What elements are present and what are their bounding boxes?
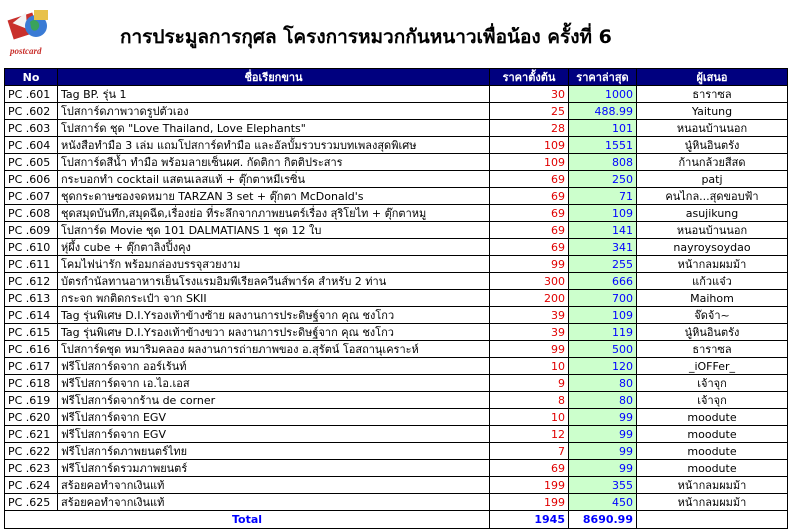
start-price: 28	[490, 120, 569, 137]
latest-price: 109	[569, 205, 637, 222]
bidder-name: moodute	[637, 443, 788, 460]
bidder-name: patj	[637, 171, 788, 188]
latest-price: 80	[569, 375, 637, 392]
logo-wordmark: postcard	[10, 46, 42, 56]
bidder-name: asujikung	[637, 205, 788, 222]
item-name: โปสการ์ดภาพวาดรูปตัวเอง	[58, 103, 490, 120]
latest-price: 450	[569, 494, 637, 511]
bidder-name: แก้วแจ๋ว	[637, 273, 788, 290]
item-name: โปสการ์ด ชุด "Love Thailand, Love Elephants"	[58, 120, 490, 137]
row-number: PC .621	[5, 426, 58, 443]
bidder-name: Yaitung	[637, 103, 788, 120]
table-row	[5, 341, 788, 358]
start-price: 8	[490, 392, 569, 409]
latest-price: 71	[569, 188, 637, 205]
start-price: 10	[490, 409, 569, 426]
item-name: โปสการ์ดชุด หมาริมคลอง ผลงานการถ่ายภาพของ อ.สุรัตน์ โอสถานุเคราะห์	[58, 341, 490, 358]
table-row	[5, 137, 788, 154]
item-name: หุ่ผึ้ง cube + ตุ๊กตาลิงปิ้งคุง	[58, 239, 490, 256]
latest-price: 99	[569, 443, 637, 460]
bidder-name: ธาราซล	[637, 341, 788, 358]
item-name: ชุดสมุดบันทึก,สมุดฉีด,เรื่องย่อ ที่ระลึกจากภาพยนตร์เรื่อง สุริโยไท + ตุ๊กตาหมู	[58, 205, 490, 222]
column-header-name: ชื่อเรียกขาน	[58, 69, 490, 86]
start-price: 10	[490, 358, 569, 375]
bidder-name: หน้ากลมผมม้า	[637, 256, 788, 273]
latest-price: 80	[569, 392, 637, 409]
item-name: ฟรีโปสการ์ดรวมภาพยนตร์	[58, 460, 490, 477]
table-row	[5, 273, 788, 290]
latest-price: 666	[569, 273, 637, 290]
row-number: PC .608	[5, 205, 58, 222]
row-number: PC .619	[5, 392, 58, 409]
bidder-name: ก้านกล้วยสีสด	[637, 154, 788, 171]
bidder-name: _iOFFer_	[637, 358, 788, 375]
bidder-name: ธาราซล	[637, 86, 788, 103]
table-row	[5, 205, 788, 222]
bidder-name: moodute	[637, 460, 788, 477]
start-price: 300	[490, 273, 569, 290]
table-row	[5, 477, 788, 494]
row-number: PC .618	[5, 375, 58, 392]
start-price: 99	[490, 341, 569, 358]
item-name: โปสการ์ด Movie ชุด 101 DALMATIANS 1 ชุด 12 ใบ	[58, 222, 490, 239]
start-price: 99	[490, 256, 569, 273]
latest-price: 109	[569, 307, 637, 324]
latest-price: 141	[569, 222, 637, 239]
latest-price: 500	[569, 341, 637, 358]
column-header-latest-price: ราคาล่าสุด	[569, 69, 637, 86]
item-name: หนังสือทำมือ 3 เล่ม แถมโปสการ์ดทำมือ และอัลบั้มรวบรวมบทเพลงสุดพิเศษ	[58, 137, 490, 154]
page-header	[0, 0, 791, 68]
start-price: 69	[490, 222, 569, 239]
row-number: PC .625	[5, 494, 58, 511]
latest-price: 250	[569, 171, 637, 188]
start-price: 69	[490, 188, 569, 205]
start-price: 69	[490, 171, 569, 188]
total-row	[5, 511, 788, 529]
latest-price: 1551	[569, 137, 637, 154]
row-number: PC .612	[5, 273, 58, 290]
start-price: 69	[490, 239, 569, 256]
item-name: สร้อยคอทำจากเงินแท้	[58, 477, 490, 494]
item-name: โคมไฟน่ารัก พร้อมกล่องบรรจุสวยงาม	[58, 256, 490, 273]
item-name: ฟรีโปสการ์ดภาพยนตร์ไทย	[58, 443, 490, 460]
bidder-name: นู๋หินอินตรัง	[637, 324, 788, 341]
row-number: PC .601	[5, 86, 58, 103]
item-name: กระจก พกติดกระเป๋า จาก SKII	[58, 290, 490, 307]
row-number: PC .605	[5, 154, 58, 171]
start-price: 9	[490, 375, 569, 392]
bidder-name: หนอนบ้านนอก	[637, 222, 788, 239]
row-number: PC .613	[5, 290, 58, 307]
table-row	[5, 375, 788, 392]
table-row	[5, 256, 788, 273]
bidder-name: นู๋หินอินตรัง	[637, 137, 788, 154]
row-number: PC .611	[5, 256, 58, 273]
table-row	[5, 290, 788, 307]
table-row	[5, 494, 788, 511]
start-price: 69	[490, 205, 569, 222]
latest-price: 120	[569, 358, 637, 375]
row-number: PC .622	[5, 443, 58, 460]
start-price: 199	[490, 494, 569, 511]
row-number: PC .607	[5, 188, 58, 205]
table-row	[5, 86, 788, 103]
table-row	[5, 188, 788, 205]
row-number: PC .614	[5, 307, 58, 324]
latest-price: 341	[569, 239, 637, 256]
table-row	[5, 171, 788, 188]
row-number: PC .615	[5, 324, 58, 341]
table-row	[5, 307, 788, 324]
table-row	[5, 154, 788, 171]
table-row	[5, 239, 788, 256]
start-price: 25	[490, 103, 569, 120]
latest-price: 700	[569, 290, 637, 307]
total-bidder-empty	[637, 511, 788, 529]
bidder-name: หน้ากลมผมม้า	[637, 494, 788, 511]
table-row	[5, 443, 788, 460]
start-price: 39	[490, 307, 569, 324]
item-name: กระบอกทำ cocktail แสตนเลสแท้ + ตุ๊กตาหมีเรซิ่น	[58, 171, 490, 188]
latest-price: 99	[569, 409, 637, 426]
column-header-start-price: ราคาตั้งต้น	[490, 69, 569, 86]
table-row	[5, 426, 788, 443]
table-row	[5, 358, 788, 375]
item-name: ฟรีโปสการ์ดจาก EGV	[58, 426, 490, 443]
bidder-name: moodute	[637, 409, 788, 426]
start-price: 199	[490, 477, 569, 494]
latest-price: 101	[569, 120, 637, 137]
total-label: Total	[5, 511, 490, 529]
total-latest-price: 8690.99	[569, 511, 637, 529]
row-number: PC .624	[5, 477, 58, 494]
row-number: PC .606	[5, 171, 58, 188]
table-row	[5, 460, 788, 477]
latest-price: 255	[569, 256, 637, 273]
row-number: PC .610	[5, 239, 58, 256]
start-price: 109	[490, 154, 569, 171]
latest-price: 355	[569, 477, 637, 494]
table-row	[5, 409, 788, 426]
item-name: ฟรีโปสการ์ดจาก เอ.ไอ.เอส	[58, 375, 490, 392]
column-header-no: No	[5, 69, 58, 86]
bidder-name: เจ้าจุก	[637, 392, 788, 409]
item-name: ฟรีโปสการ์ดจากร้าน de corner	[58, 392, 490, 409]
auction-table	[4, 68, 788, 529]
latest-price: 119	[569, 324, 637, 341]
bidder-name: เจ้าจุก	[637, 375, 788, 392]
start-price: 7	[490, 443, 569, 460]
bidder-name: หนอนบ้านนอก	[637, 120, 788, 137]
latest-price: 488.99	[569, 103, 637, 120]
start-price: 109	[490, 137, 569, 154]
table-row	[5, 103, 788, 120]
bidder-name: moodute	[637, 426, 788, 443]
bidder-name: จ๊ดจ้า~	[637, 307, 788, 324]
table-header-row	[5, 69, 788, 86]
item-name: Tag BP. รุ่น 1	[58, 86, 490, 103]
start-price: 12	[490, 426, 569, 443]
row-number: PC .616	[5, 341, 58, 358]
latest-price: 1000	[569, 86, 637, 103]
start-price: 30	[490, 86, 569, 103]
latest-price: 808	[569, 154, 637, 171]
item-name: สร้อยคอทำจากเงินแท้	[58, 494, 490, 511]
latest-price: 99	[569, 426, 637, 443]
row-number: PC .623	[5, 460, 58, 477]
item-name: ชุดกระดาษซองจดหมาย TARZAN 3 set + ตุ๊กตา McDonald's	[58, 188, 490, 205]
item-name: ฟรีโปสการ์ดจาก EGV	[58, 409, 490, 426]
page-title: การประมูลการกุศล โครงการหมวกกันหนาวเพื่อน้อง ครั้งที่ 6	[120, 26, 612, 48]
table-row	[5, 120, 788, 137]
start-price: 69	[490, 460, 569, 477]
item-name: บัตรกำนัลทานอาหารเย็นโรงแรมอิมพีเรียลควีนส์พาร์ค สำหรับ 2 ท่าน	[58, 273, 490, 290]
table-row	[5, 324, 788, 341]
start-price: 39	[490, 324, 569, 341]
item-name: โปสการ์ดสีน้ำ ทำมือ พร้อมลายเซ็นผศ. กัดติกา กิตติประสาร	[58, 154, 490, 171]
bidder-name: หน้ากลมผมม้า	[637, 477, 788, 494]
latest-price: 99	[569, 460, 637, 477]
column-header-bidder: ผู้เสนอ	[637, 69, 788, 86]
table-row	[5, 392, 788, 409]
row-number: PC .602	[5, 103, 58, 120]
item-name: Tag รุ่นพิเศษ D.I.Yรองเท้าข้างขวา ผลงานการประดิษฐ์จาก คุณ ชงโกว	[58, 324, 490, 341]
total-start-price: 1945	[490, 511, 569, 529]
item-name: Tag รุ่นพิเศษ D.I.Yรองเท้าข้างซ้าย ผลงานการประดิษฐ์จาก คุณ ชงโกว	[58, 307, 490, 324]
bidder-name: Maihom	[637, 290, 788, 307]
row-number: PC .604	[5, 137, 58, 154]
item-name: ฟรีโปสการ์ดจาก ออร์เร้นท์	[58, 358, 490, 375]
bidder-name: คนไกล...สุดขอบฟ้า	[637, 188, 788, 205]
postcard-logo	[6, 6, 54, 64]
bidder-name: nayroysoydao	[637, 239, 788, 256]
row-number: PC .609	[5, 222, 58, 239]
table-row	[5, 222, 788, 239]
start-price: 200	[490, 290, 569, 307]
row-number: PC .620	[5, 409, 58, 426]
row-number: PC .617	[5, 358, 58, 375]
row-number: PC .603	[5, 120, 58, 137]
